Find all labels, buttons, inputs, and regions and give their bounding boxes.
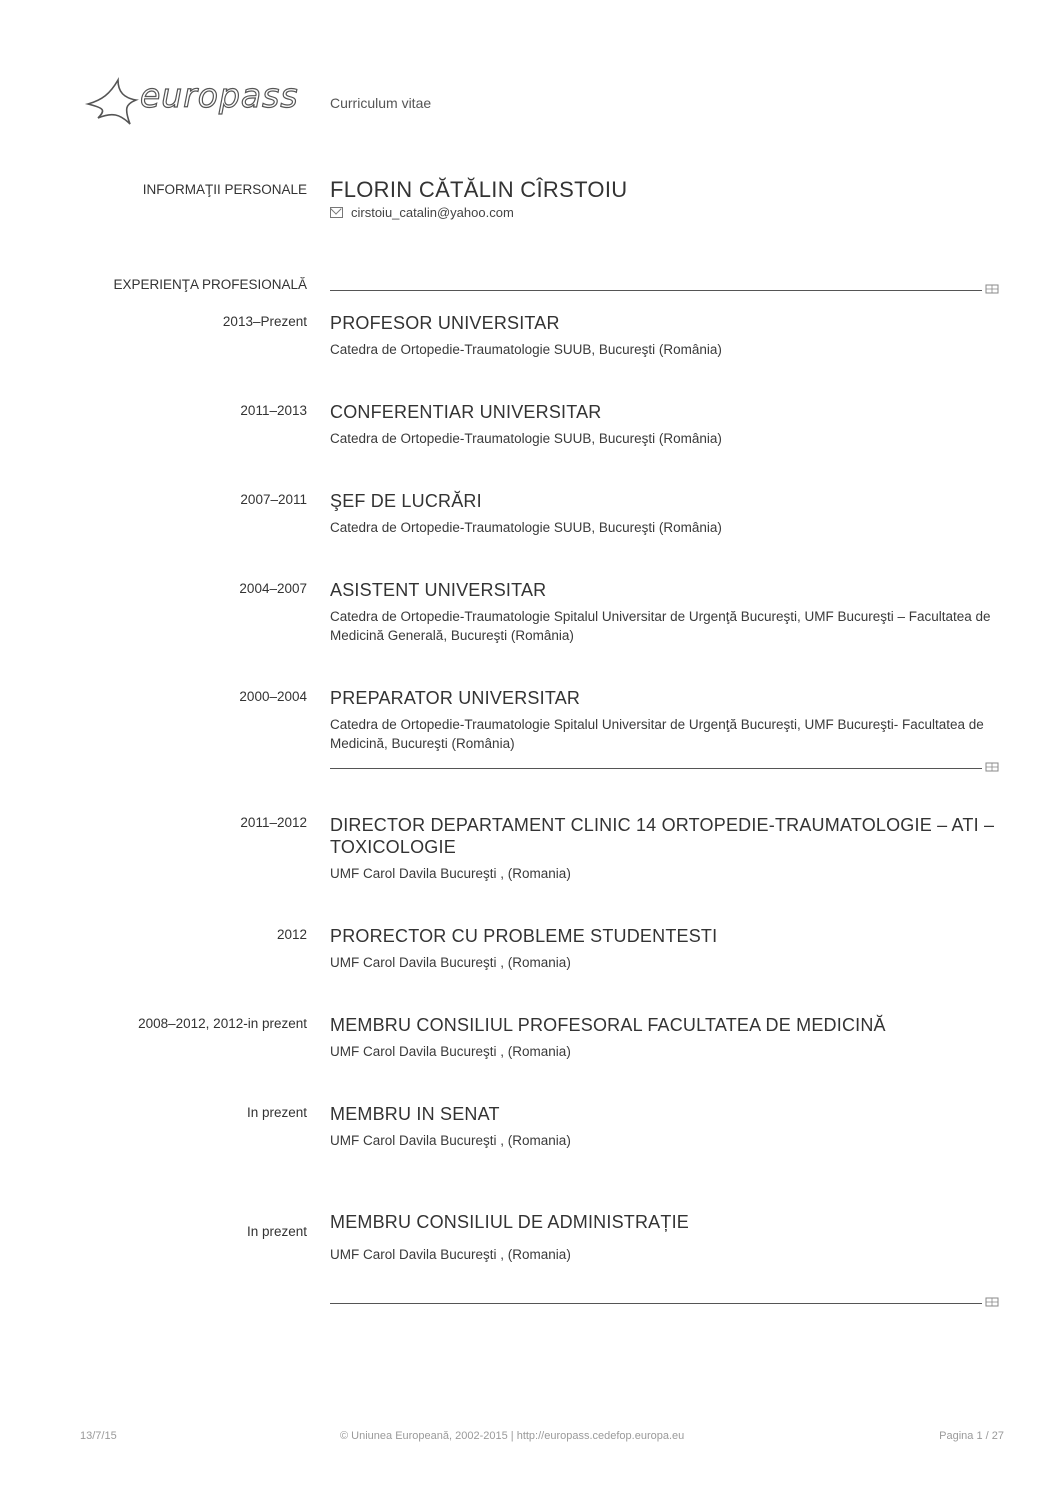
experience-entry <box>330 401 1000 448</box>
entry-description: Catedra de Ortopedie-Traumatologie Spitalul Universitar de Urgenţă Bucureşti, UMF Bucureşti – Facultatea de Medicină Generală, Bucureşti (România) <box>330 609 991 643</box>
entry-description: UMF Carol Davila Bucureşti , (Romania) <box>330 1044 571 1059</box>
period-label: 2011–2013 <box>240 403 307 418</box>
position-entry <box>330 925 1000 972</box>
experience-entry <box>330 312 1000 359</box>
period-label: 2007–2011 <box>240 492 307 507</box>
entry-description: Catedra de Ortopedie-Traumatologie SUUB, Bucureşti (România) <box>330 431 722 446</box>
entry-title: MEMBRU CONSILIUL PROFESORAL FACULTATEA DE MEDICINĂ <box>330 1015 886 1035</box>
entry-title: PRORECTOR CU PROBLEME STUDENTESTI <box>330 926 718 946</box>
experience-entry <box>330 490 1000 537</box>
section-divider <box>330 1303 982 1304</box>
experience-entry <box>330 579 1000 645</box>
entry-title: MEMBRU IN SENAT <box>330 1104 500 1124</box>
experience-label: EXPERIENŢA PROFESIONALĂ <box>113 277 307 292</box>
divider-end-icon <box>985 1297 999 1307</box>
entry-description: UMF Carol Davila Bucureşti , (Romania) <box>330 1247 571 1262</box>
section-divider <box>330 768 982 769</box>
personal-info-label: INFORMAŢII PERSONALE <box>142 182 307 197</box>
entry-title: CONFERENTIAR UNIVERSITAR <box>330 402 602 422</box>
period-label: In prezent <box>246 1224 307 1239</box>
logo-wordmark: europass <box>140 76 299 115</box>
period-label: 2000–2004 <box>239 689 307 704</box>
entry-description: UMF Carol Davila Bucureşti , (Romania) <box>330 1133 571 1148</box>
divider-end-icon <box>985 284 999 294</box>
person-name: FLORIN CĂTĂLIN CÎRSTOIU <box>330 177 628 202</box>
entry-description: Catedra de Ortopedie-Traumatologie SUUB, Bucureşti (România) <box>330 520 722 535</box>
divider-end-icon <box>985 762 999 772</box>
footer-copyright[interactable]: © Uniunea Europeană, 2002-2015 | http://europass.cedefop.europa.eu <box>340 1430 685 1442</box>
position-entry <box>330 1014 1000 1061</box>
section-divider <box>330 290 982 291</box>
position-entry <box>330 814 1000 883</box>
entry-description: UMF Carol Davila Bucureşti , (Romania) <box>330 866 571 881</box>
entry-description: Catedra de Ortopedie-Traumatologie Spitalul Universitar de Urgenţă Bucureşti, UMF Bucureşti- Facultatea de Medicină, Bucureşti (România) <box>330 717 984 751</box>
footer-page-number: Pagina 1 / 27 <box>939 1430 1004 1442</box>
period-label: 2008–2012, 2012-in prezent <box>138 1016 307 1031</box>
entry-description: UMF Carol Davila Bucureşti , (Romania) <box>330 955 571 970</box>
footer-date: 13/7/15 <box>80 1430 117 1442</box>
entry-title: ŞEF DE LUCRĂRI <box>330 491 482 511</box>
entry-title: DIRECTOR DEPARTAMENT CLINIC 14 ORTOPEDIE-TRAUMATOLOGIE – ATI – TOXICOLOGIE <box>330 815 995 857</box>
position-entry <box>330 1103 1000 1150</box>
experience-entry <box>330 687 1000 753</box>
entry-title: ASISTENT UNIVERSITAR <box>330 580 547 600</box>
email-icon <box>330 207 343 218</box>
entry-title: PREPARATOR UNIVERSITAR <box>330 688 581 708</box>
document-title: Curriculum vitae <box>330 95 432 111</box>
email-address[interactable]: cirstoiu_catalin@yahoo.com <box>351 205 514 220</box>
europass-logo <box>84 70 314 130</box>
period-label: 2013–Prezent <box>222 314 307 329</box>
email-row <box>330 205 514 220</box>
period-label: In prezent <box>246 1105 307 1120</box>
entry-title: PROFESOR UNIVERSITAR <box>330 313 560 333</box>
period-label: 2012 <box>276 927 307 942</box>
entry-title: MEMBRU CONSILIUL DE ADMINISTRAȚIE <box>330 1212 689 1232</box>
period-label: 2011–2012 <box>240 815 307 830</box>
period-label: 2004–2007 <box>239 581 307 596</box>
entry-description: Catedra de Ortopedie-Traumatologie SUUB, Bucureşti (România) <box>330 342 722 357</box>
position-entry <box>330 1211 1000 1264</box>
